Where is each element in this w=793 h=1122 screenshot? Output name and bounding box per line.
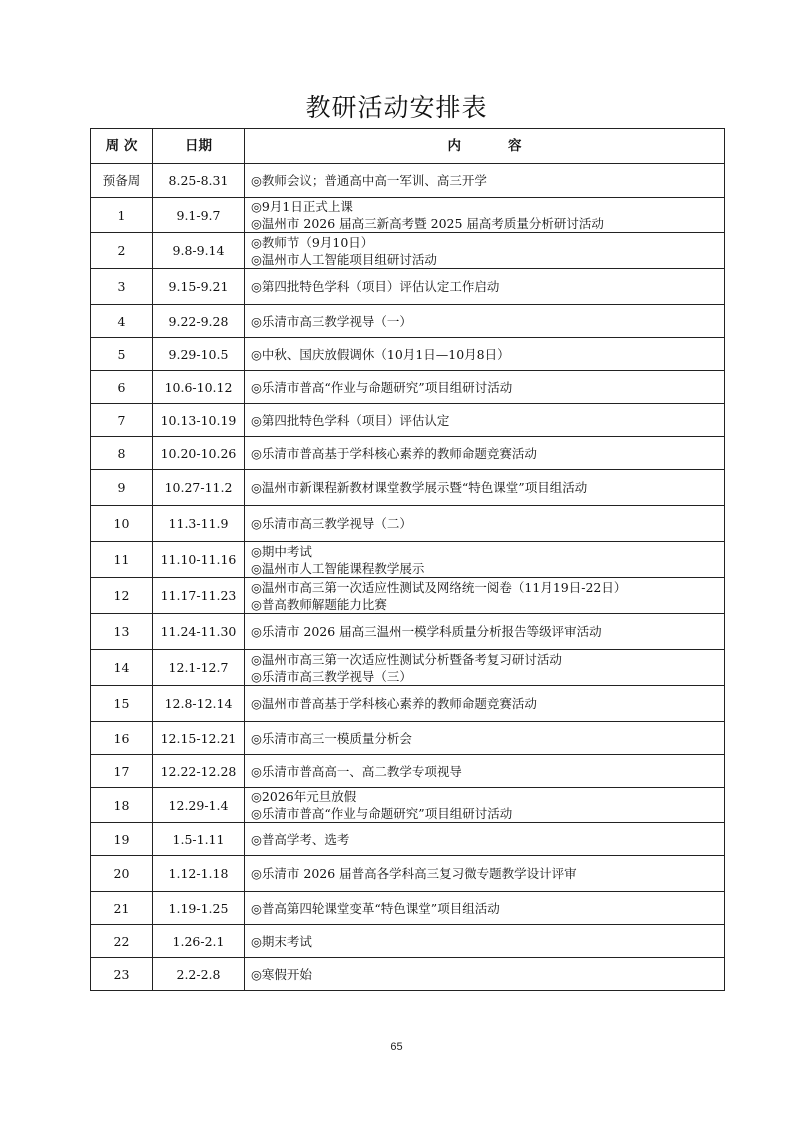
date-cell: 11.17-11.23: [153, 578, 245, 614]
schedule-table: [90, 128, 725, 991]
week-cell: 1: [91, 198, 153, 233]
table-header-row: [91, 129, 725, 164]
date-cell: 9.1-9.7: [153, 198, 245, 233]
date-cell: 1.5-1.11: [153, 823, 245, 856]
week-cell: 22: [91, 925, 153, 958]
activity-item: ◎温州市普高基于学科核心素养的教师命题竞赛活动: [251, 696, 537, 711]
date-cell: 10.27-11.2: [153, 470, 245, 506]
activity-item: ◎寒假开始: [251, 966, 312, 982]
content-cell: [245, 650, 725, 686]
content-cell: [245, 823, 725, 856]
content-cell: [245, 506, 725, 542]
activity-item: ◎温州市人工智能课程教学展示: [251, 560, 425, 576]
week-cell: 9: [91, 470, 153, 506]
activity-item: ◎乐清市普高“作业与命题研究”项目组研讨活动: [251, 379, 513, 395]
table-row: [91, 338, 725, 371]
table-row: [91, 578, 725, 614]
table-row: [91, 925, 725, 958]
week-cell: 预备周: [91, 164, 153, 198]
content-cell: [245, 404, 725, 437]
table-row: [91, 823, 725, 856]
week-cell: 2: [91, 233, 153, 269]
activity-item: ◎2026年元旦放假: [251, 789, 357, 804]
week-cell: 20: [91, 856, 153, 892]
table-row: [91, 506, 725, 542]
activity-item: ◎乐清市普高“作业与命题研究”项目组研讨活动: [251, 806, 513, 821]
activity-item: ◎乐清市高三一模质量分析会: [251, 730, 412, 746]
date-cell: 12.8-12.14: [153, 686, 245, 722]
content-cell: [245, 925, 725, 958]
activity-item: ◎乐清市高三教学视导（三）: [251, 668, 412, 684]
week-cell: 5: [91, 338, 153, 371]
table-row: [91, 404, 725, 437]
date-cell: 8.25-8.31: [153, 164, 245, 198]
table-row: [91, 755, 725, 788]
activity-item: ◎普高第四轮课堂变革“特色课堂”项目组活动: [251, 900, 500, 916]
table-row: [91, 722, 725, 755]
activity-item: ◎乐清市高三教学视导（二）: [251, 516, 412, 531]
date-cell: 10.13-10.19: [153, 404, 245, 437]
activity-item: ◎普高教师解题能力比赛: [251, 596, 387, 612]
activity-item: ◎教师节（9月10日）: [251, 234, 374, 250]
content-cell: [245, 542, 725, 578]
date-cell: 9.8-9.14: [153, 233, 245, 269]
table-row: [91, 164, 725, 198]
date-cell: 10.6-10.12: [153, 371, 245, 404]
table-row: [91, 788, 725, 823]
content-cell: [245, 470, 725, 506]
table-row: [91, 958, 725, 991]
date-cell: 12.22-12.28: [153, 755, 245, 788]
activity-item: ◎温州市高三第一次适应性测试分析暨备考复习研讨活动: [251, 651, 562, 667]
week-cell: 18: [91, 788, 153, 823]
date-cell: 1.26-2.1: [153, 925, 245, 958]
week-cell: 10: [91, 506, 153, 542]
content-cell: [245, 305, 725, 338]
activity-item: ◎温州市新课程新教材课堂教学展示暨“特色课堂”项目组活动: [251, 480, 588, 495]
table-row: [91, 614, 725, 650]
table-row: [91, 542, 725, 578]
week-cell: 7: [91, 404, 153, 437]
activity-item: ◎温州市 2026 届高三新高考暨 2025 届高考质量分析研讨活动: [251, 216, 604, 231]
week-cell: 19: [91, 823, 153, 856]
activity-item: ◎9月1日正式上课: [251, 199, 353, 214]
date-cell: 11.3-11.9: [153, 506, 245, 542]
content-cell: [245, 164, 725, 198]
table-row: [91, 856, 725, 892]
content-cell: [245, 892, 725, 925]
table-row: [91, 233, 725, 269]
content-cell: [245, 788, 725, 823]
activity-item: ◎中秋、国庆放假调休（10月1日—10月8日）: [251, 346, 510, 362]
header-date: 日期: [153, 129, 245, 164]
week-cell: 4: [91, 305, 153, 338]
schedule-body: [91, 164, 725, 991]
content-cell: [245, 233, 725, 269]
table-row: [91, 686, 725, 722]
date-cell: 1.12-1.18: [153, 856, 245, 892]
week-cell: 14: [91, 650, 153, 686]
activity-item: ◎普高学考、选考: [251, 831, 350, 847]
week-cell: 8: [91, 437, 153, 470]
table-row: [91, 892, 725, 925]
activity-item: ◎乐清市 2026 届普高各学科高三复习微专题教学设计评审: [251, 866, 577, 881]
table-row: [91, 198, 725, 233]
date-cell: 12.15-12.21: [153, 722, 245, 755]
content-cell: [245, 437, 725, 470]
week-cell: 15: [91, 686, 153, 722]
content-cell: [245, 958, 725, 991]
content-cell: [245, 755, 725, 788]
content-cell: [245, 338, 725, 371]
header-week: 周 次: [91, 129, 153, 164]
content-cell: [245, 578, 725, 614]
content-cell: [245, 722, 725, 755]
date-cell: 1.19-1.25: [153, 892, 245, 925]
week-cell: 6: [91, 371, 153, 404]
content-cell: [245, 856, 725, 892]
activity-item: ◎教师会议；普通高中高一军训、高三开学: [251, 173, 487, 188]
week-cell: 23: [91, 958, 153, 991]
week-cell: 12: [91, 578, 153, 614]
header-content: 内 容: [245, 129, 725, 164]
activity-item: ◎乐清市普高基于学科核心素养的教师命题竞赛活动: [251, 445, 537, 461]
activity-item: ◎第四批特色学科（项目）评估认定: [251, 412, 450, 428]
table-row: [91, 305, 725, 338]
date-cell: 9.22-9.28: [153, 305, 245, 338]
date-cell: 11.10-11.16: [153, 542, 245, 578]
date-cell: 11.24-11.30: [153, 614, 245, 650]
page-number: 65: [390, 1041, 403, 1053]
content-cell: [245, 614, 725, 650]
content-cell: [245, 269, 725, 305]
table-row: [91, 470, 725, 506]
activity-item: ◎温州市高三第一次适应性测试及网络统一阅卷（11月19日-22日）: [251, 579, 627, 595]
table-row: [91, 437, 725, 470]
date-cell: 9.29-10.5: [153, 338, 245, 371]
date-cell: 2.2-2.8: [153, 958, 245, 991]
activity-item: ◎乐清市普高高一、高二教学专项视导: [251, 763, 462, 779]
activity-item: ◎温州市人工智能项目组研讨活动: [251, 251, 437, 267]
week-cell: 21: [91, 892, 153, 925]
activity-item: ◎乐清市高三教学视导（一）: [251, 313, 412, 329]
date-cell: 9.15-9.21: [153, 269, 245, 305]
week-cell: 17: [91, 755, 153, 788]
content-cell: [245, 198, 725, 233]
content-cell: [245, 371, 725, 404]
date-cell: 12.29-1.4: [153, 788, 245, 823]
table-row: [91, 650, 725, 686]
table-row: [91, 269, 725, 305]
table-row: [91, 371, 725, 404]
activity-item: ◎期中考试: [251, 543, 312, 559]
activity-item: ◎乐清市 2026 届高三温州一模学科质量分析报告等级评审活动: [251, 624, 602, 639]
date-cell: 12.1-12.7: [153, 650, 245, 686]
content-cell: [245, 686, 725, 722]
activity-item: ◎期末考试: [251, 933, 312, 949]
week-cell: 3: [91, 269, 153, 305]
week-cell: 13: [91, 614, 153, 650]
week-cell: 16: [91, 722, 153, 755]
week-cell: 11: [91, 542, 153, 578]
activity-item: ◎第四批特色学科（项目）评估认定工作启动: [251, 279, 500, 294]
date-cell: 10.20-10.26: [153, 437, 245, 470]
page-title: 教研活动安排表: [305, 93, 488, 122]
